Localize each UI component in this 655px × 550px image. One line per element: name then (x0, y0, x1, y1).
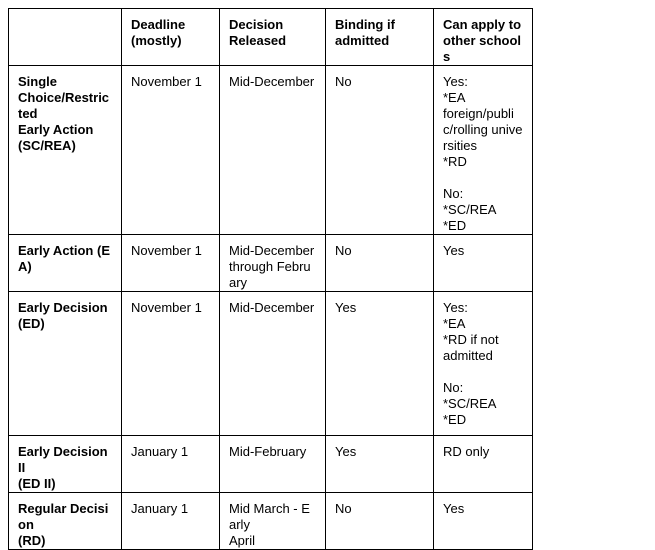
decision-cell: Mid-December through February (220, 235, 326, 292)
other-schools-cell: RD only (434, 436, 533, 493)
other-schools-cell: Yes (434, 493, 533, 550)
binding-cell: No (326, 66, 434, 235)
header-decision-released: Decision Released (220, 9, 326, 66)
deadline-cell: November 1 (122, 235, 220, 292)
binding-cell: No (326, 493, 434, 550)
table-row (9, 493, 533, 550)
admission-plans-table (8, 8, 533, 550)
header-other-schools: Can apply to other schools (434, 9, 533, 66)
decision-cell: Mid March - Early April (220, 493, 326, 550)
binding-cell: Yes (326, 292, 434, 436)
decision-cell: Mid-December (220, 66, 326, 235)
decision-cell: Mid-February (220, 436, 326, 493)
binding-cell: No (326, 235, 434, 292)
table-row (9, 436, 533, 493)
binding-cell: Yes (326, 436, 434, 493)
header-corner-cell (9, 9, 122, 66)
deadline-cell: January 1 (122, 493, 220, 550)
deadline-cell: January 1 (122, 436, 220, 493)
other-schools-cell: Yes: *EA *RD if not admitted No: *SC/REA *ED (434, 292, 533, 436)
plan-name-cell: Single Choice/Restricted Early Action (SC/REA) (9, 66, 122, 235)
plan-name-cell: Early Decision (ED) (9, 292, 122, 436)
table-row (9, 235, 533, 292)
decision-cell: Mid-December (220, 292, 326, 436)
table-row (9, 292, 533, 436)
deadline-cell: November 1 (122, 292, 220, 436)
plan-name-cell: Early Action (EA) (9, 235, 122, 292)
header-deadline: Deadline (mostly) (122, 9, 220, 66)
plan-name-cell: Early Decision II (ED II) (9, 436, 122, 493)
other-schools-cell: Yes: *EA foreign/public/rolling universities *RD No: *SC/REA *ED (434, 66, 533, 235)
header-binding: Binding if admitted (326, 9, 434, 66)
table-header-row (9, 9, 533, 66)
table-row (9, 66, 533, 235)
other-schools-cell: Yes (434, 235, 533, 292)
plan-name-cell: Regular Decision (RD) (9, 493, 122, 550)
deadline-cell: November 1 (122, 66, 220, 235)
